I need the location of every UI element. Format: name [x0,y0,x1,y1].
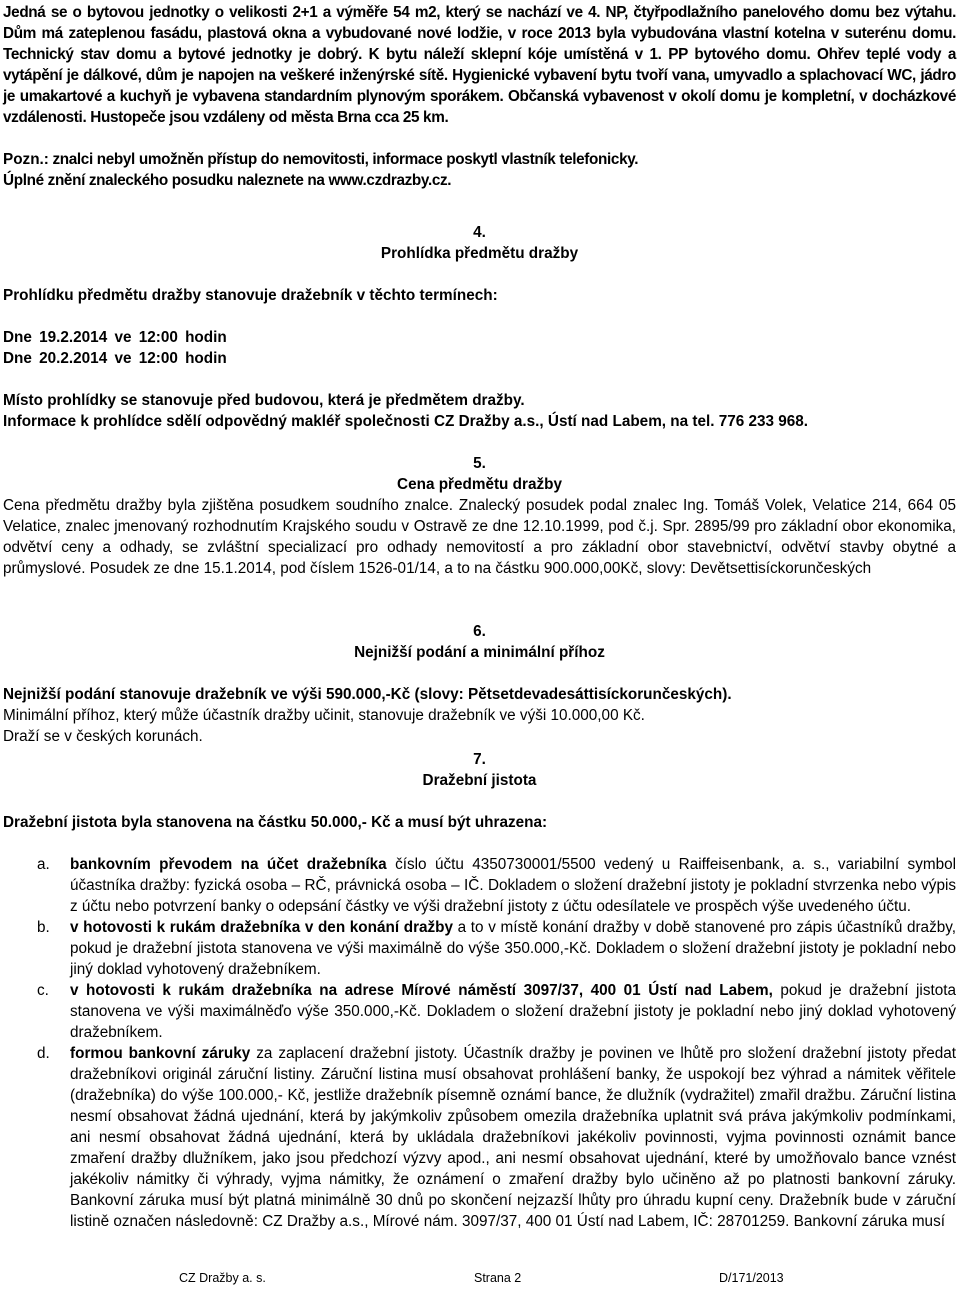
deposit-method-d-title: formou bankovní záruky [70,1045,251,1062]
deposit-method-a [3,854,956,917]
section-6-lead: Nejnižší podání stanovuje dražebník ve výši 590.000,-Kč (slovy: Pětsetdevadesáttisíckorunčeských). [3,686,732,703]
note [3,149,956,170]
footer-page-number: Strana 2 [474,1271,522,1285]
property-description-part1: Jedná se o bytovou jednotky o velikosti 2+1 a výměře 54 m2, který se nachází ve 4. NP, čtyřpodlažního panelového domu bez výtahu. Dům má zateplenou fasádu, plastová okna a vybudované nové lodžie, v roce 2013 byla vybudována vlastní kotelna v suterénu domu. Technický stav domu a bytové jednotky je dobrý. [3,4,956,63]
section-5-number: 5. [473,455,486,472]
currency-note: Draží se v českých korunách. [3,728,203,745]
deposit-method-c-title: v hotovosti k rukám dražebníka na adrese Mírové náměstí 3097/37, 400 01 Ústí nad Labem, [70,982,773,999]
full-report-link-text: Úplné znění znaleckého posudku naleznete na www.czdrazby.cz. [3,172,452,189]
deposit-method-b-text: a to v místě konání dražby v době stanovené pro zápis účastníků dražby, pokud je dražební jistota stanovena ve výši maximálně do výše 350.000,-Kč. Dokladem o složení dražební jistoty je pokladní nebo jiný doklad vyhotovený dražebníkem. [70,919,956,978]
footer-document-id: D/171/2013 [719,1271,784,1285]
note-label: Pozn. [3,151,44,168]
deposit-method-d [3,1043,956,1232]
minimum-bid-increment: Minimální příhoz, který může účastník dražby učinit, stanovuje dražebník ve výši 10.000,00 Kč. [3,707,645,724]
inspection-date-2: Dne 20.2.2014 ve 12:00 hodin [3,350,227,367]
deposit-methods-list [3,854,956,1232]
footer-company: CZ Dražby a. s. [179,1271,266,1285]
section-6-title: Nejnižší podání a minimální příhoz [354,644,605,661]
deposit-method-c [3,980,956,1043]
deposit-method-c-text: pokud je dražební jistota stanovena ve výši maximálněďo výše 350.000,-Kč. Dokladem o složení dražební jistoty je pokladní nebo jiný doklad vyhotovený dražebníkem. [70,982,956,1041]
deposit-method-d-letter: d. [37,1045,50,1062]
section-4-title: Prohlídka předmětu dražby [380,245,579,262]
deposit-method-b [3,917,956,980]
section-4-number: 4. [473,224,486,241]
property-description [3,2,956,128]
deposit-method-a-text: číslo účtu 4350730001/5500 vedený u Raiffeisenbank, a. s., variabilní symbol účastníka dražby: fyzická osoba – RČ, právnická osoba – IČ. Dokladem o složení dražební jistoty je pokladní stvrzenka nebo výpis z účtu nebo potvrzení banky o odepsání částky ve výši dražební jistoty z účtu odesílatele ve prospěch výše uvedeného účtu. [70,856,957,915]
inspection-info: Informace k prohlídce sdělí odpovědný makléř společnosti CZ Dražby a.s., Ústí nad Labem, na tel. 776 233 968. [3,413,809,430]
deposit-method-b-letter: b. [37,919,50,936]
deposit-method-c-letter: c. [37,982,49,999]
deposit-method-b-title: v hotovosti k rukám dražebníka v den konání dražby [70,919,454,936]
section-5-title: Cena předmětu dražby [397,476,562,493]
note-text: : znalci nebyl umožněn přístup do nemovitosti, informace poskytl vlastník telefonicky. [43,151,639,168]
section-4-lead: Prohlídku předmětu dražby stanovuje dražebník v těchto termínech: [3,287,498,304]
section-5-text: Cena předmětu dražby byla zjištěna posudkem soudního znalce. Znalecký posudek podal znalec Ing. Tomáš Volek, Velatice 214, 664 05 Velatice, znalec jmenovaný rozhodnutím Krajského soudu v Ostravě ze dne 12.10.1999, pod č.j. Spr. 2895/99 pro základní obor ekonomika, odvětví ceny a odhady, se zvláštní specializací pro odhady nemovitostí a pro základní obor stavebnictví, odvětví stavby obytné a průmyslové. Posudek ze dne 15.1.2014, pod číslem 1526-01/14, a to na částku 900.000,00Kč, slovy: Devětsettisíckorunčeských [3,497,956,577]
section-7-title: Dražební jistota [422,772,537,789]
section-6-number: 6. [473,623,486,640]
section-7-lead: Dražební jistota byla stanovena na částku 50.000,- Kč a musí být uhrazena: [3,814,548,831]
document-content [3,2,956,1232]
deposit-method-a-title: bankovním převodem na účet dražebníka [70,856,387,873]
inspection-place: Místo prohlídky se stanovuje před budovou, která je předmětem dražby. [3,392,525,409]
section-7-number: 7. [473,751,486,768]
deposit-method-d-text: za zaplacení dražební jistoty. Účastník dražby je povinen ve lhůtě pro složení dražební jistoty předat dražebníkovi originál záruční listiny. Záruční listina musí obsahovat prohlášení banky, že uspokojí bez výhrad a námitek věřitele (dražebníka) do výše 100.000,- Kč, jestliže dražebník písemně oznámí bance, že dlužník (vydražitel) zmařil dražbu. Záruční listina nesmí obsahovat žádná ujednání, která by jakýmkoliv způsobem omezila dražebníka uplatnit svá práva jakýmkoliv podmínkami, ani nesmí obsahovat žádná ujednání, která by ukládala dražebníkovi jakékoliv povinnosti, vyjma povinnosti oznámit bance zmaření dražby dlužníkem, jako jsou předchozí výzvy apod., ani nesmí obsahovat ujednání, které by umožňovalo bance vznést jakékoliv námitky či výhrady, vyjma námitky, že oznámení o zmaření dražby bylo učiněno až po platnosti bankovní záruky. Bankovní záruka musí být platná minimálně 30 dnů po skončení nejzazší lhůty pro úhradu kupní ceny. Dražebník bude v záruční listině označen následovně: CZ Dražby a.s., Mírové nám. 3097/37, 400 01 Ústí nad Labem, IČ: 28701259. Bankovní záruka musí [70,1045,957,1230]
property-description-part2: K bytu náleží sklepní kóje umístěná v 1. PP bytového domu. Ohřev teplé vody a vytápění je dálkové, dům je napojen na veškeré inženýrské sítě. Hygienické vybavení bytu tvoří vana, umyvadlo a splachovací WC, jádro je umakartové a kuchyň je vybavena standardním plynovým sporákem. Občanská vybavenost v okolí domu je kompletní, v docházkové vzdálenosti. Hustopeče jsou vzdáleny od města Brna cca 25 km. [3,46,956,126]
deposit-method-a-letter: a. [37,856,50,873]
inspection-date-1: Dne 19.2.2014 ve 12:00 hodin [3,329,227,346]
